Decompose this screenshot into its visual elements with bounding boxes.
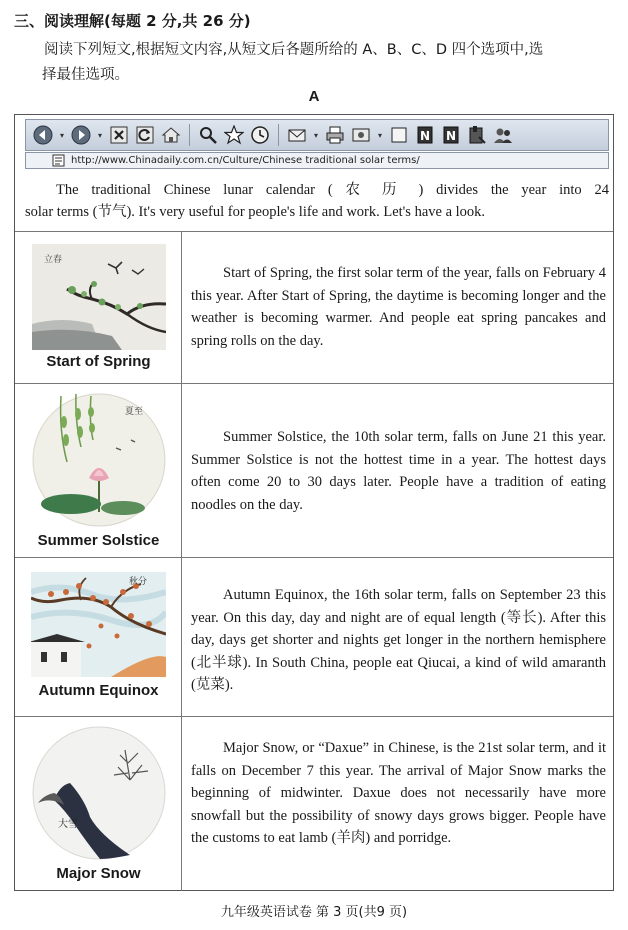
term-row-winter: [15, 716, 613, 891]
forward-dropdown-icon[interactable]: ▾: [97, 130, 102, 140]
term-text: Start of Spring, the first solar term of the year, falls on February 4 this year. After Start of Spring, the daytime is becoming longer and the weather is becoming warmer. And people eat spring pancakes and spring rolls on the day.: [191, 265, 606, 349]
term-picture-cell: [15, 717, 182, 891]
news-icon[interactable]: [414, 124, 436, 146]
term-picture-cell: [15, 384, 182, 557]
messenger-icon[interactable]: [440, 124, 462, 146]
refresh-icon[interactable]: [134, 124, 156, 146]
term-caption: Start of Spring: [46, 353, 151, 370]
term-description: [191, 426, 606, 516]
browser-toolbar: [25, 119, 609, 151]
mail-icon[interactable]: [286, 124, 308, 146]
term-row-autumn: [15, 557, 613, 716]
url-text[interactable]: http://www.Chinadaily.com.cn/Culture/Chinese traditional solar terms/: [71, 155, 420, 166]
term-text: Autumn Equinox, the 16th solar term, falls on September 23 this year. On this day, day and night are of equal length (等长). After this day, days get shorter and nights get longer in the northern hemisphere (北半球). In South China, people eat Qiucai, a kind of wild amaranth (苋菜).: [191, 587, 606, 693]
term-description: [191, 262, 606, 352]
contacts-icon[interactable]: [492, 124, 514, 146]
instructions-line-1: 阅读下列短文,根据短文内容,从短文后各题所给的 A、B、C、D 四个选项中,选: [44, 42, 544, 58]
back-icon[interactable]: [32, 124, 54, 146]
instructions-line-2: 择最佳选项。: [42, 67, 129, 83]
term-description: [191, 737, 606, 850]
winter-illustration: [30, 725, 168, 861]
history-icon[interactable]: [249, 124, 271, 146]
intro-paragraph: [25, 179, 609, 223]
section-title: 三、阅读理解(每题 2 分,共 26 分): [14, 12, 251, 30]
term-picture-cell: [15, 558, 182, 716]
toolbar-divider: [189, 124, 190, 146]
svg-text:夏至: 夏至: [125, 407, 144, 417]
stop-icon[interactable]: [108, 124, 130, 146]
term-text: Major Snow, or “Daxue” in Chinese, is the 21st solar term, and it falls on December 7 this year. The arrival of Major Snow marks the beginning of midwinter. Daxue does not necessarily have more snowfall but the possibility of snowy days grows bigger. People have the customs to eat lamb (羊肉) and porridge.: [191, 740, 606, 846]
media-icon[interactable]: [350, 124, 372, 146]
back-dropdown-icon[interactable]: ▾: [59, 130, 64, 140]
page-footer: 九年级英语试卷 第 3 页(共9 页): [220, 905, 408, 920]
term-picture-cell: [15, 232, 182, 383]
instructions: [44, 38, 616, 88]
term-text: Summer Solstice, the 10th solar term, falls on June 21 this year. Summer Solstice is not the hottest time in a year. The hottest days often come 20 to 30 days later. People have a tradition of eating noodles on the day.: [191, 429, 606, 513]
term-row-summer: [15, 383, 613, 557]
mail-dropdown-icon[interactable]: ▾: [313, 130, 318, 140]
forward-icon[interactable]: [70, 124, 92, 146]
research-icon[interactable]: [466, 124, 488, 146]
term-caption: Autumn Equinox: [38, 682, 159, 699]
term-caption: Major Snow: [56, 865, 141, 882]
svg-text:秋分: 秋分: [129, 577, 148, 587]
spring-illustration: [32, 244, 166, 350]
autumn-illustration: [31, 572, 166, 677]
home-icon[interactable]: [160, 124, 182, 146]
svg-text:立春: 立春: [44, 255, 63, 265]
passage-label: A: [308, 88, 320, 105]
term-description: [191, 584, 606, 697]
favorites-icon[interactable]: [223, 124, 245, 146]
term-row-spring: [15, 231, 613, 383]
svg-text:N: N: [445, 129, 457, 143]
media-dropdown-icon[interactable]: ▾: [377, 130, 382, 140]
term-caption: Summer Solstice: [37, 532, 160, 549]
svg-text:N: N: [419, 129, 431, 143]
intro-line-1: The traditional Chinese lunar calendar ( 农 历 ) divides the year into 24: [56, 182, 609, 198]
svg-text:大雪: 大雪: [58, 819, 78, 830]
page-icon: [52, 154, 67, 167]
intro-line-2: solar terms (节气). It's very useful for people's life and work. Let's have a look.: [25, 204, 486, 220]
blank-icon[interactable]: [388, 124, 410, 146]
browser-window: [14, 114, 614, 891]
toolbar-divider: [278, 124, 279, 146]
summer-illustration: [31, 392, 167, 528]
print-icon[interactable]: [324, 124, 346, 146]
search-icon[interactable]: [197, 124, 219, 146]
address-bar[interactable]: [25, 152, 609, 169]
